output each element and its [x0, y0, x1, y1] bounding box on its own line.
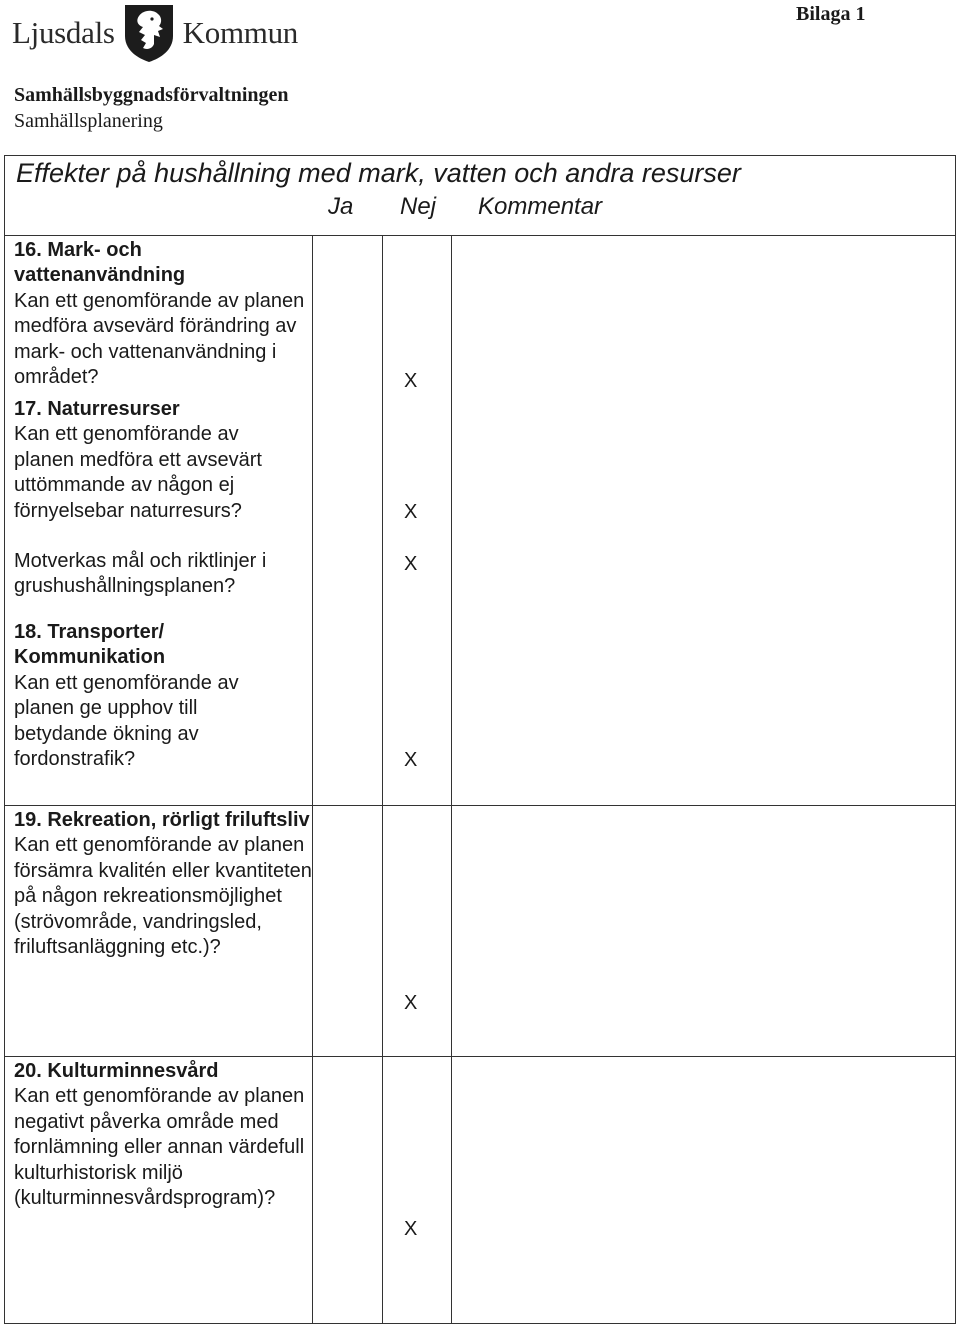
column-header-kommentar: Kommentar: [478, 193, 603, 220]
column-divider: [382, 235, 383, 1323]
row-divider: [4, 1056, 956, 1057]
logo-text-left: Ljusdals: [12, 15, 115, 50]
question-text: Kan ett genomförande av planen ge upphov till betydande ökning av fordonstrafik?: [14, 671, 239, 771]
question-17-grus: [14, 549, 299, 600]
question-heading: 19. Rekreation, rörligt friluftsliv: [14, 809, 310, 831]
question-20: [14, 1059, 314, 1211]
question-text: Kan ett genomförande av planen negativt påverka område med fornlämning eller annan värdefull kulturhistorisk miljö (kulturminnesvårdsprogram)?: [14, 1085, 305, 1210]
question-16: [14, 238, 314, 390]
question-18: [14, 620, 264, 772]
question-19: [14, 808, 314, 960]
unit-name: Samhällsplanering: [14, 110, 163, 132]
nej-checkmark: X: [404, 501, 418, 523]
municipality-logo: [12, 2, 298, 64]
header-divider: [4, 235, 956, 236]
column-header-nej: Nej: [400, 193, 437, 220]
question-text: Kan ett genomförande av planen försämra kvalitén eller kvantiteten på någon rekreationsmöjlighet (strövområde, vandringsled, friluftsanläggning etc.)?: [14, 834, 312, 959]
logo-text-right: Kommun: [182, 15, 298, 50]
lion-shield-icon: [121, 2, 177, 64]
question-heading: 18. Transporter/ Kommunikation: [14, 621, 166, 669]
column-header-ja: Ja: [328, 193, 354, 220]
appendix-label: Bilaga 1: [796, 3, 866, 25]
column-divider: [451, 235, 452, 1323]
question-heading: 16. Mark- och vattenanvändning: [14, 239, 186, 287]
question-text: Motverkas mål och riktlinjer i grushushållningsplanen?: [14, 550, 267, 598]
row-divider: [4, 805, 956, 806]
question-text: Kan ett genomförande av planen medföra avsevärd förändring av mark- och vattenanvändning i området?: [14, 289, 305, 389]
nej-checkmark: X: [404, 1218, 418, 1240]
nej-checkmark: X: [404, 992, 418, 1014]
question-heading: 17. Naturresurser: [14, 398, 180, 420]
question-heading: 20. Kulturminnesvård: [14, 1060, 219, 1082]
question-17: [14, 397, 299, 524]
department-name: Samhällsbyggnadsförvaltningen: [14, 84, 289, 106]
table-title: Effekter på hushållning med mark, vatten och andra resurser: [16, 158, 741, 188]
question-text: Kan ett genomförande av planen medföra ett avsevärt uttömmande av någon ej förnyelsebar naturresurs?: [14, 423, 262, 522]
nej-checkmark: X: [404, 749, 418, 771]
nej-checkmark: X: [404, 553, 418, 575]
department-block: [14, 82, 289, 134]
nej-checkmark: X: [404, 370, 418, 392]
